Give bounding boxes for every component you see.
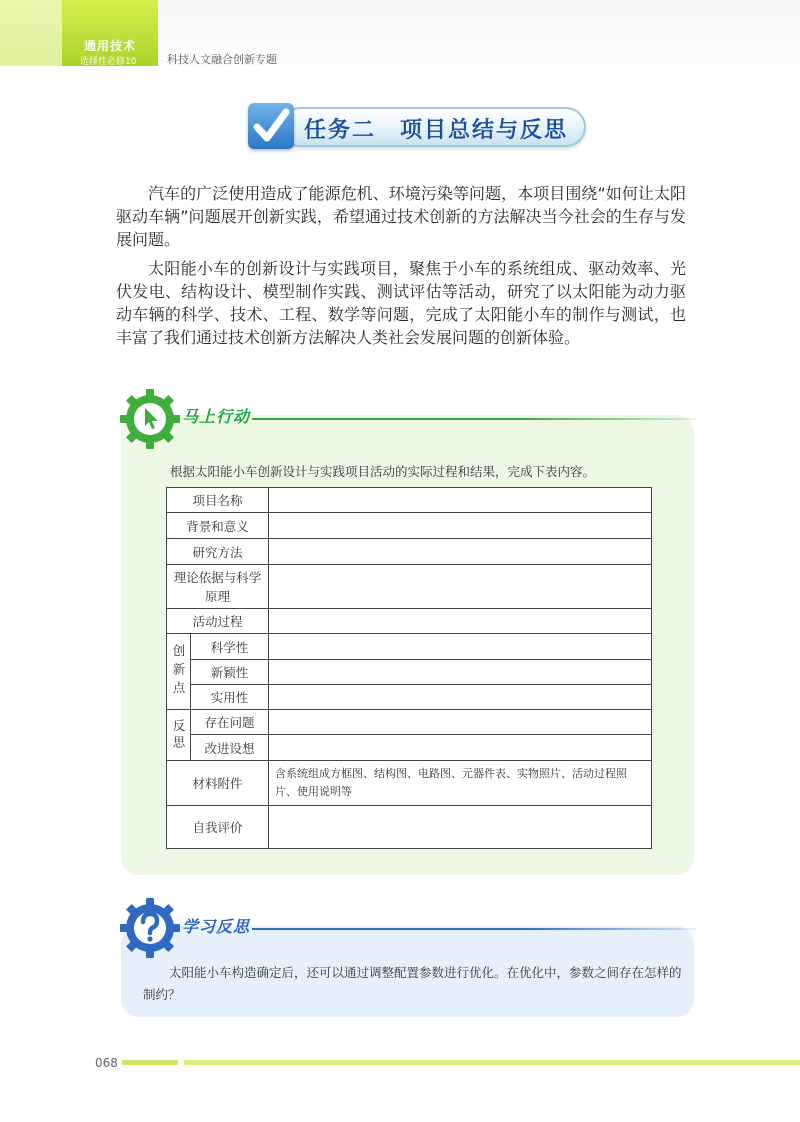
row-label-self-eval: 自我评价 (167, 806, 269, 849)
table-row (167, 513, 652, 539)
reflection-heading-rule (252, 928, 696, 930)
action-instruction: 根据太阳能小车创新设计与实践项目活动的实际过程和结果，完成下表内容。 (170, 464, 596, 479)
section-banner (248, 103, 586, 149)
table-row (167, 565, 652, 609)
answer-cell-problems[interactable] (269, 710, 652, 735)
answer-cell-novelty[interactable] (269, 660, 652, 685)
action-heading-rule (252, 418, 696, 420)
table-row (167, 539, 652, 565)
reflection-group-label: 反思 (167, 710, 191, 761)
row-label-attachments: 材料附件 (167, 761, 269, 806)
page-number: 068 (95, 1056, 118, 1070)
reflection-question: 太阳能小车构造确定后，还可以通过调整配置参数进行优化。在优化中，参数之间存在怎样的制约？ (143, 965, 682, 1002)
series-title: 通用技术 (84, 39, 137, 53)
action-heading: 马上行动 (182, 407, 251, 426)
reflection-heading: 学习反思 (182, 917, 251, 936)
table-row (167, 634, 652, 660)
answer-cell-self-eval[interactable] (269, 806, 652, 849)
row-label-background: 背景和意义 (167, 513, 269, 539)
row-label-practical: 实用性 (191, 685, 269, 710)
section-title: 任务二 项目总结与反思 (304, 118, 569, 143)
row-label-novelty: 新颖性 (191, 660, 269, 685)
intro-paragraph: 汽车的广泛使用造成了能源危机、环境污染等问题，本项目围绕“如何让太阳驱动车辆”问题展开创新实践，希望通过技术创新的方法解决当今社会的生存与发展问题。 (116, 184, 686, 249)
question-gear-icon (119, 897, 181, 959)
table-row (167, 660, 652, 685)
summary-paragraph: 太阳能小车的创新设计与实践项目，聚焦于小车的系统组成、驱动效率、光伏发电、结构设计、模型制作实践、测试评估等活动，研究了以太阳能为动力驱动车辆的科学、技术、工程、数学等问题，完成了太阳能小车的制作与测试，也丰富了我们通过技术创新方法解决人类社会发展问题的创新体验。 (116, 259, 686, 347)
table-row (167, 761, 652, 806)
row-label-name: 项目名称 (167, 488, 269, 513)
table-row (167, 488, 652, 513)
table-row (167, 806, 652, 849)
answer-cell-improvement[interactable] (269, 735, 652, 761)
table-row (167, 609, 652, 634)
attachments-note: 含系统组成方框图、结构图、电路图、元器件表、实物照片、活动过程照片、使用说明等 (269, 761, 652, 806)
answer-cell-scientific[interactable] (269, 634, 652, 660)
row-label-problems: 存在问题 (191, 710, 269, 735)
answer-cell-process[interactable] (269, 609, 652, 634)
row-label-method: 研究方法 (167, 539, 269, 565)
footer-bar-short (122, 1060, 178, 1065)
volume-label: 选择性必修10 (80, 57, 137, 67)
row-label-theory: 理论依据与科学原理 (167, 565, 269, 609)
row-label-improvement: 改进设想 (191, 735, 269, 761)
summary-table (166, 487, 652, 849)
row-label-process: 活动过程 (167, 609, 269, 634)
table-row (167, 710, 652, 735)
subject-title: 科技人文融合创新专题 (167, 53, 277, 66)
header-tab-accent (0, 0, 62, 66)
row-label-scientific: 科学性 (191, 634, 269, 660)
innovation-group-label: 创新点 (167, 634, 191, 710)
table-row (167, 685, 652, 710)
answer-cell-theory[interactable] (269, 565, 652, 609)
checkmark-icon (248, 103, 294, 149)
answer-cell-background[interactable] (269, 513, 652, 539)
footer-bar-long (184, 1060, 800, 1065)
answer-cell-practical[interactable] (269, 685, 652, 710)
hand-pointer-gear-icon (119, 388, 181, 450)
answer-cell-name[interactable] (269, 488, 652, 513)
table-row (167, 735, 652, 761)
answer-cell-method[interactable] (269, 539, 652, 565)
